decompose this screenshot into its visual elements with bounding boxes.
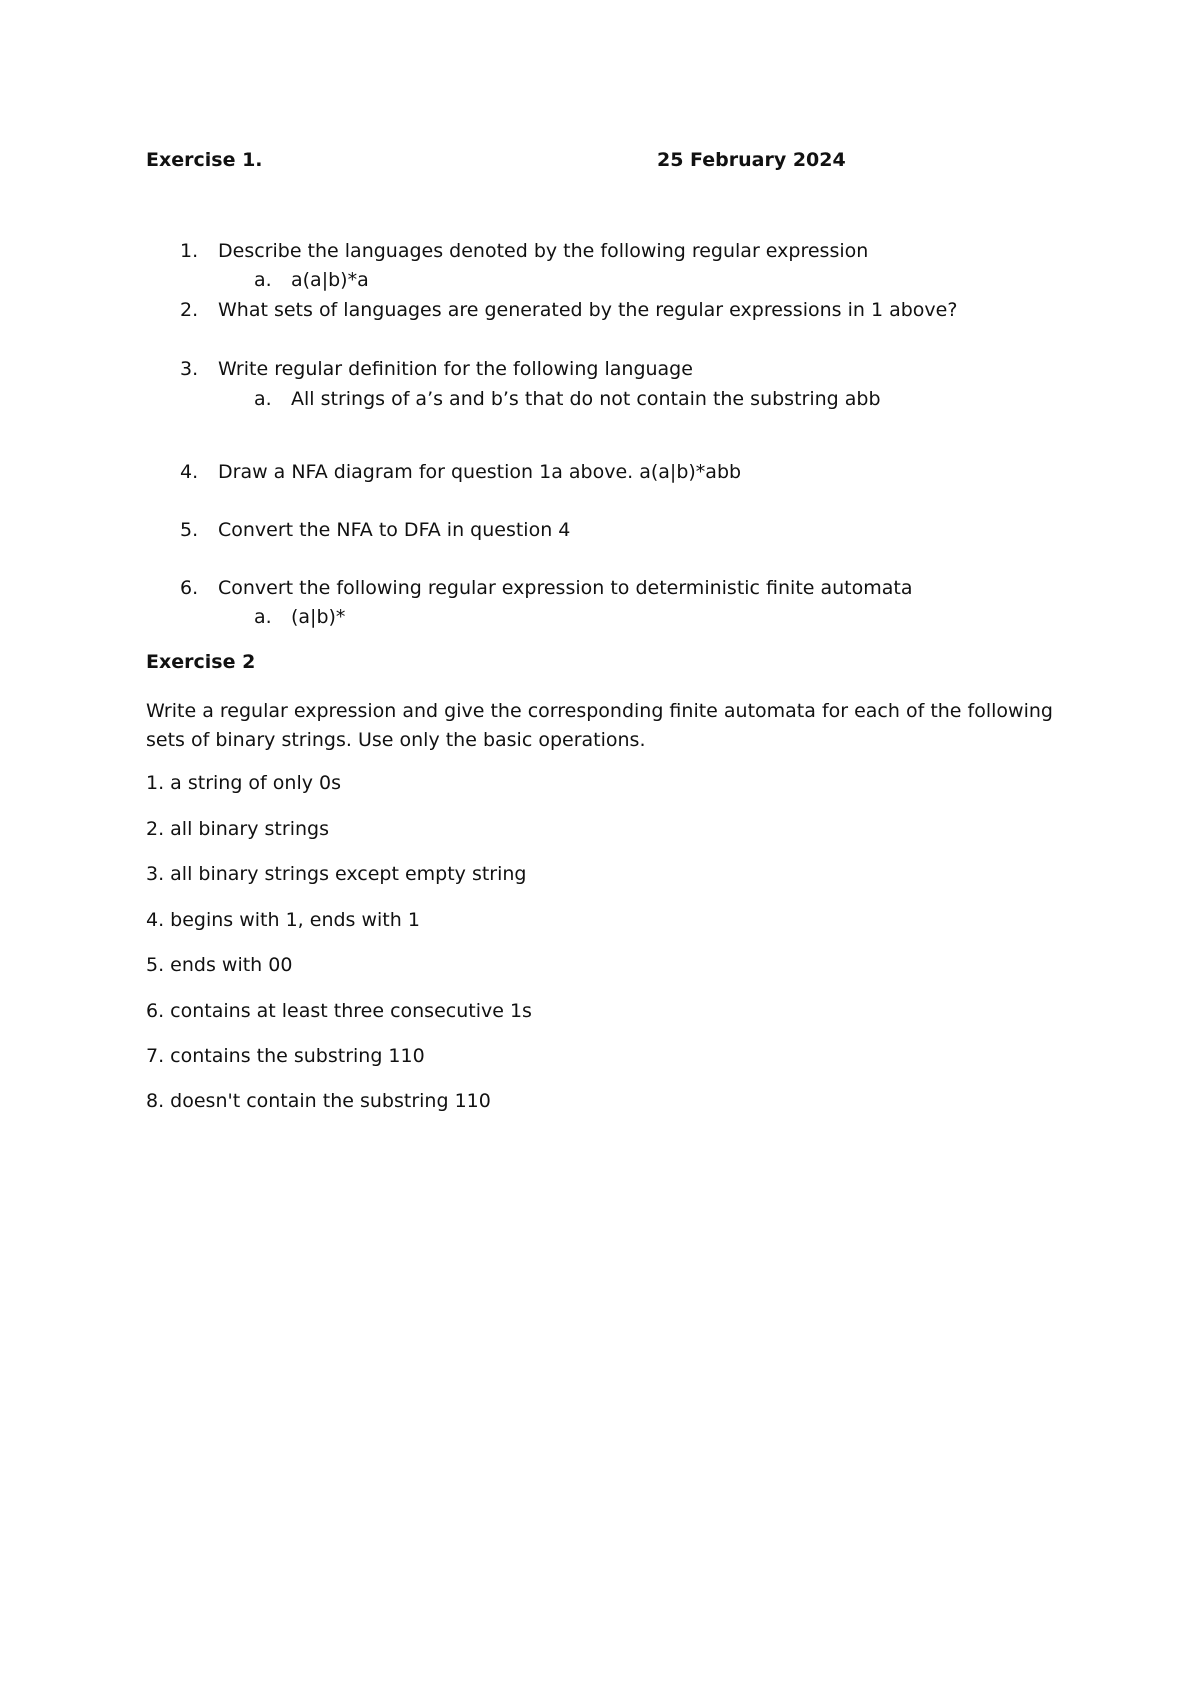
question-text: Convert the following regular expression to deterministic finite automata <box>218 577 913 599</box>
sub-item-text: All strings of a’s and b’s that do not contain the substring abb <box>291 388 881 410</box>
question-number: 5. <box>180 519 199 541</box>
sub-item-text: a(a|b)*a <box>291 269 369 291</box>
sub-item-letter: a. <box>254 388 272 410</box>
list-item: 1. a string of only 0s <box>146 772 342 794</box>
list-item: 7. contains the substring 110 <box>146 1045 425 1067</box>
list-item: 6. contains at least three consecutive 1s <box>146 1000 532 1022</box>
question-text: What sets of languages are generated by the regular expressions in 1 above? <box>218 299 958 321</box>
exercise-2-title: Exercise 2 <box>146 651 256 673</box>
question-number: 1. <box>180 240 199 262</box>
question-number: 4. <box>180 461 199 483</box>
sub-item-text: (a|b)* <box>291 606 346 628</box>
question-number: 2. <box>180 299 199 321</box>
question-number: 6. <box>180 577 199 599</box>
question-text: Convert the NFA to DFA in question 4 <box>218 519 571 541</box>
question-text: Draw a NFA diagram for question 1a above. a(a|b)*abb <box>218 461 742 483</box>
question-number: 3. <box>180 358 199 380</box>
list-item: 3. all binary strings except empty string <box>146 863 527 885</box>
exercise-2-intro: Write a regular expression and give the corresponding finite automata for each of the following sets of binary strings. Use only the basic operations. <box>146 700 1053 751</box>
sub-item-letter: a. <box>254 606 272 628</box>
exercise-1-title: Exercise 1. <box>146 149 263 171</box>
list-item: 2. all binary strings <box>146 818 329 840</box>
question-text: Describe the languages denoted by the following regular expression <box>218 240 869 262</box>
exercise-1-date: 25 February 2024 <box>657 149 846 171</box>
list-item: 4. begins with 1, ends with 1 <box>146 909 420 931</box>
sub-item-letter: a. <box>254 269 272 291</box>
list-item: 8. doesn't contain the substring 110 <box>146 1090 491 1112</box>
question-text: Write regular definition for the following language <box>218 358 693 380</box>
list-item: 5. ends with 00 <box>146 954 293 976</box>
